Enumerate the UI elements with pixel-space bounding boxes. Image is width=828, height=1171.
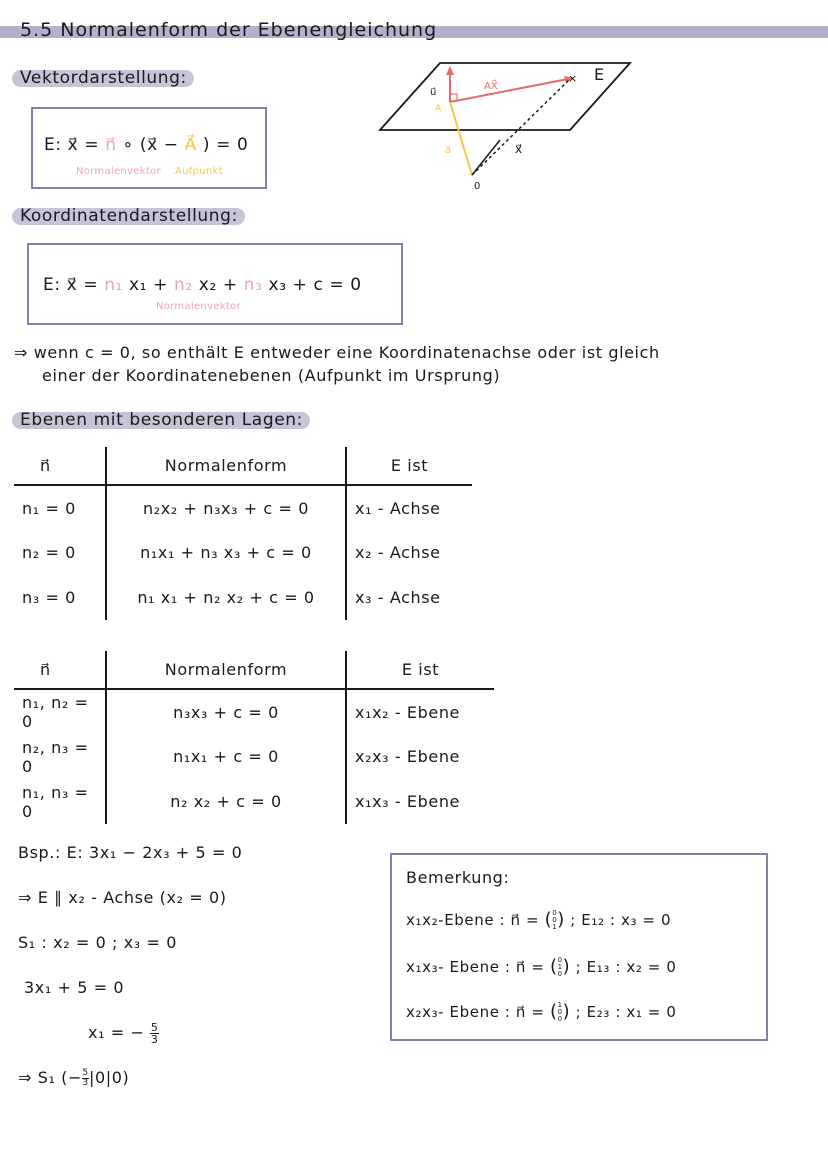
fraction: $\frac{5}{3}$ [150, 1021, 159, 1046]
x-point-marker: × [568, 72, 578, 85]
table-header-n: n⃗ [14, 447, 106, 485]
table-cell: n₁ x₁ + n₂ x₂ + c = 0 [106, 575, 346, 620]
table-row [14, 575, 472, 620]
column-vector: 1 0 0 [557, 1001, 563, 1023]
u-arrow-head [446, 66, 454, 75]
vector-formula-box [31, 107, 267, 189]
ax-label: AX⃗ [484, 81, 498, 92]
note-line-1: ⇒ wenn c = 0, so enthält E entweder eine Koordinatenachse oder ist gleich [14, 343, 660, 362]
fraction-small: $\frac{5}{3}$ [82, 1068, 89, 1088]
table-header-n: n⃗ [14, 651, 106, 689]
table-header-normalform: Normalenform [106, 651, 346, 689]
x-vec-label: x⃗ [515, 142, 523, 156]
table-cell: n₂ = 0 [14, 530, 106, 575]
plane-label: E [594, 65, 605, 84]
table-row [14, 689, 494, 734]
remark-heading: Bemerkung: [406, 868, 510, 887]
example-line-6: ⇒ S₁ (− $\frac{5}{3}$ |0|0) [18, 1068, 130, 1088]
label-normalenvektor-coord: Normalenvektor [156, 301, 241, 312]
table-row [14, 779, 494, 824]
table-header-row [14, 447, 472, 485]
example-line-1: Bsp.: E: 3x₁ − 2x₃ + 5 = 0 [18, 843, 243, 862]
label-normalenvektor: Normalenvektor [76, 166, 161, 177]
table-header-e-ist: E ist [346, 447, 472, 485]
remark-row: x₂x₃- Ebene : n⃗ = ( 1 0 0 ) ; E₂₃ : x₁ = 0 [406, 1001, 677, 1023]
normal-vector-symbol: n⃗ [105, 135, 117, 155]
example-line-2: ⇒ E ∥ x₂ - Achse (x₂ = 0) [18, 888, 227, 907]
table-planes [14, 651, 494, 824]
table-header-e-ist: E ist [346, 651, 494, 689]
table-cell: x₂x₃ - Ebene [355, 747, 461, 766]
table-cell: x₁ - Achse [355, 498, 441, 518]
x-vector-line [472, 79, 570, 175]
page-title: 5.5 Normalenform der Ebenengleichung [20, 19, 438, 41]
table-cell: x₂ - Achse [355, 543, 441, 562]
remark-row: x₁x₃- Ebene : n⃗ = ( 0 1 0 ) ; E₁₃ : x₂ = 0 [406, 956, 677, 978]
table-cell: n₁x₁ + c = 0 [106, 734, 346, 779]
vector-formula: E: x⃗ = n⃗ ∘ (x⃗ − A⃗ ) = 0 [44, 135, 249, 155]
table-cell: n₂, n₃ = 0 [14, 734, 106, 779]
table-header-normalform: Normalenform [106, 447, 346, 485]
table-header-row [14, 651, 494, 689]
u-label: u⃗ [430, 87, 437, 98]
a-vec-label: a⃗ [445, 145, 452, 156]
table-cell: n₃x₃ + c = 0 [106, 689, 346, 734]
table-row [14, 734, 494, 779]
table-cell: x₁x₂ - Ebene [355, 702, 461, 722]
remark-box [390, 853, 768, 1041]
table-cell: n₁ = 0 [14, 485, 106, 530]
ax-vector-line [450, 78, 573, 102]
a-point-label: A [435, 104, 442, 114]
table-cell: n₁, n₃ = 0 [14, 779, 106, 824]
note-line-2: einer der Koordinatenebenen (Aufpunkt im Ursprung) [42, 366, 501, 385]
example-line-3: S₁ : x₂ = 0 ; x₃ = 0 [18, 933, 177, 952]
plane-outline [380, 63, 630, 130]
heading-coord: Koordinatendarstellung: [12, 208, 245, 225]
table-cell: n₃ = 0 [14, 575, 106, 620]
column-vector: 0 1 0 [557, 956, 563, 978]
table-row [14, 485, 472, 530]
heading-vector: Vektordarstellung: [12, 70, 194, 87]
table-cell: n₁, n₂ = 0 [14, 689, 106, 734]
table-cell: n₂x₂ + n₃x₃ + c = 0 [106, 485, 346, 530]
table-cell: n₁x₁ + n₃ x₃ + c = 0 [106, 530, 346, 575]
table-cell: n₂ x₂ + c = 0 [106, 779, 346, 824]
table-cell: x₃ - Achse [355, 588, 441, 607]
heading-special: Ebenen mit besonderen Lagen: [12, 412, 310, 429]
remark-row: x₁x₂-Ebene : n⃗ = ( 0 0 1 ) ; E₁₂ : x₃ = 0 [406, 909, 672, 931]
coord-formula: E: x⃗ = n₁ x₁ + n₂ x₂ + n₃ x₃ + c = 0 [43, 275, 362, 295]
a-vector-line [450, 102, 472, 175]
aufpunkt-symbol: A⃗ [184, 135, 197, 155]
coord-formula-box [27, 243, 403, 325]
example-line-4: 3x₁ + 5 = 0 [24, 978, 125, 997]
label-aufpunkt: Aufpunkt [175, 166, 223, 177]
plane-diagram [370, 55, 640, 195]
table-cell: x₁x₃ - Ebene [355, 792, 461, 811]
x-vector-solid [472, 140, 500, 175]
example-line-5: x₁ = − $\frac{5}{3}$ [88, 1021, 159, 1046]
origin-label: 0 [474, 181, 481, 192]
table-axes [14, 447, 472, 620]
column-vector: 0 0 1 [552, 909, 558, 931]
table-row [14, 530, 472, 575]
